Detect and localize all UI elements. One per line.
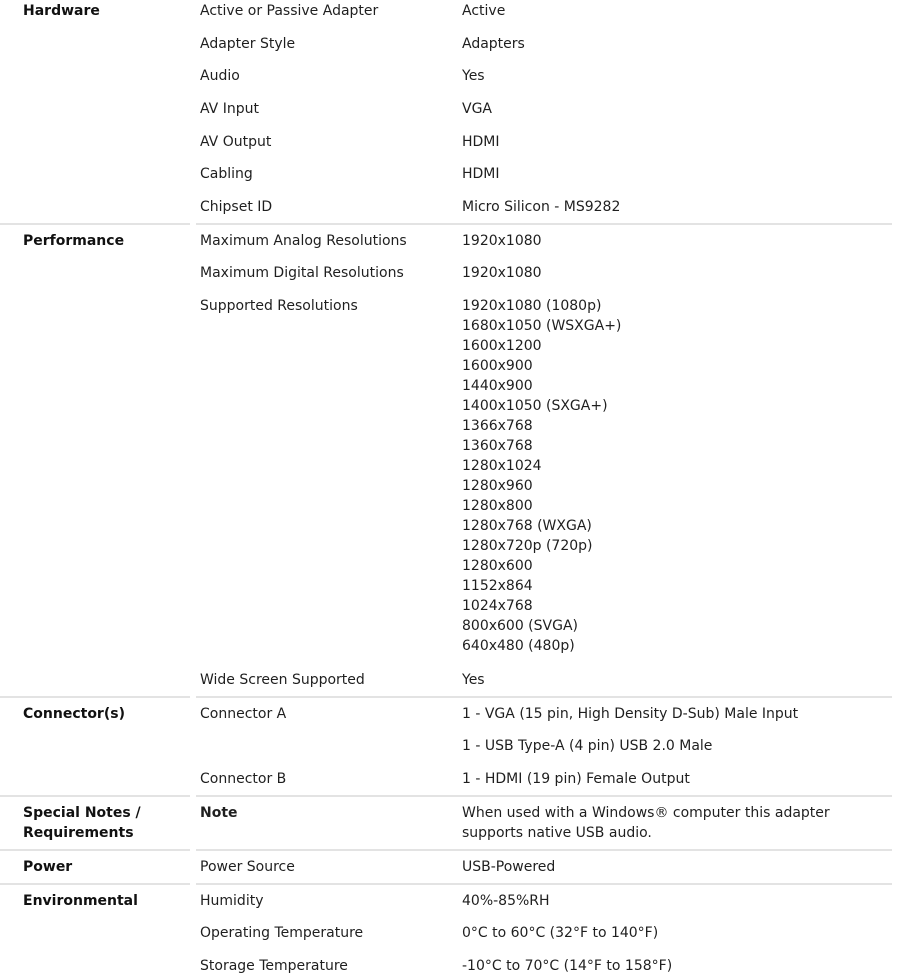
spec-value: USB-Powered [462, 859, 556, 875]
spec-value: 0°C to 60°C (32°F to 140°F) [462, 925, 659, 941]
section-divider [196, 795, 892, 797]
spec-value: HDMI [462, 166, 500, 182]
section-divider [0, 795, 190, 797]
spec-name: Audio [200, 68, 240, 84]
spec-name: Power Source [200, 859, 295, 875]
spec-name: Storage Temperature [200, 958, 348, 974]
spec-value: When used with a Windows® computer this adapter supports native USB audio. [462, 805, 830, 841]
resolution-list: 1920x1080 (1080p) 1680x1050 (WSXGA+) 1600x1200 1600x900 1440x900 1400x1050 (SXGA+) 1366x768 1360x768 1280x1024 1280x960 1280x800 1280x768 (WXGA) 1280x720p (720p) 1280x600 1152x864 1024x768 800x600 (SVGA) 640x480 (480p) [462, 298, 622, 654]
spec-name: AV Output [200, 134, 272, 150]
section-divider [0, 223, 190, 225]
spec-name: Maximum Digital Resolutions [200, 265, 404, 281]
section-divider [196, 883, 892, 885]
section-divider [196, 849, 892, 851]
spec-name: Note [200, 805, 238, 821]
spec-name: AV Input [200, 101, 259, 117]
spec-value: 1920x1080 [462, 233, 542, 249]
spec-value: 1 - USB Type-A (4 pin) USB 2.0 Male [462, 738, 713, 754]
spec-value: 1 - HDMI (19 pin) Female Output [462, 771, 690, 787]
category-label: Special Notes / Requirements [23, 805, 141, 841]
section-divider [196, 223, 892, 225]
spec-value: Adapters [462, 36, 525, 52]
spec-value: VGA [462, 101, 493, 117]
category-label: Connector(s) [23, 706, 125, 722]
spec-name: Maximum Analog Resolutions [200, 233, 407, 249]
spec-value: HDMI [462, 134, 500, 150]
spec-name: Cabling [200, 166, 253, 182]
spec-value: 1920x1080 [462, 265, 542, 281]
category-label: Hardware [23, 3, 100, 19]
section-divider [0, 696, 190, 698]
spec-name: Adapter Style [200, 36, 296, 52]
spec-name: Operating Temperature [200, 925, 364, 941]
spec-value: Yes [462, 68, 485, 84]
spec-name: Supported Resolutions [200, 298, 358, 314]
spec-name: Connector A [200, 706, 287, 722]
category-label: Power [23, 859, 73, 875]
spec-name: Active or Passive Adapter [200, 3, 379, 19]
spec-name: Wide Screen Supported [200, 672, 365, 688]
spec-name: Humidity [200, 893, 264, 909]
spec-value: Yes [462, 672, 485, 688]
section-divider [196, 696, 892, 698]
spec-name: Chipset ID [200, 199, 273, 215]
category-label: Performance [23, 233, 125, 249]
section-divider [0, 849, 190, 851]
spec-value: 1 - VGA (15 pin, High Density D-Sub) Male Input [462, 706, 799, 722]
spec-value: Active [462, 3, 506, 19]
category-label: Environmental [23, 893, 138, 909]
spec-value: -10°C to 70°C (14°F to 158°F) [462, 958, 673, 974]
section-divider [0, 883, 190, 885]
spec-value: Micro Silicon - MS9282 [462, 199, 621, 215]
spec-value: 40%-85%RH [462, 893, 550, 909]
spec-name: Connector B [200, 771, 287, 787]
